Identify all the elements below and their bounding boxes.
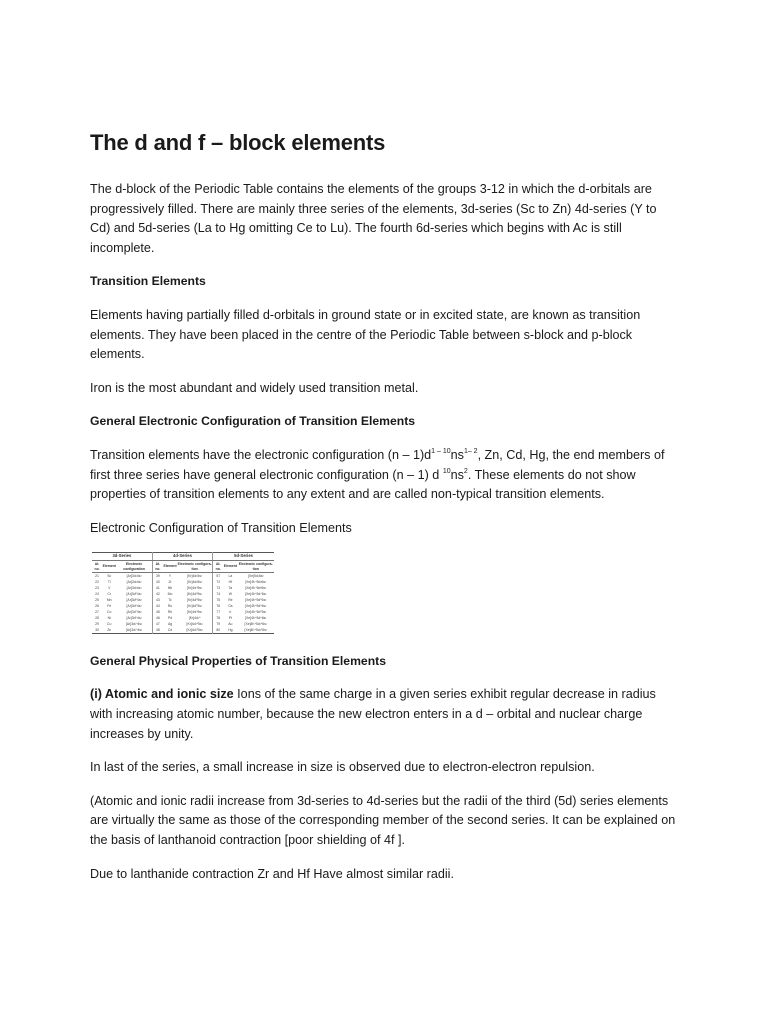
page-title: The d and f – block elements (90, 130, 386, 155)
table-cell: [Xe]4f¹⁴5d⁶6s² (245, 603, 267, 608)
table-cell: Rh (167, 609, 173, 614)
table-cell: Mn (106, 597, 112, 602)
table-cell: Hf (228, 579, 233, 584)
table-cell: Y (168, 573, 172, 578)
table-cell: Ta (228, 585, 233, 590)
table-cell: [Xe]5d¹6s² (247, 573, 264, 578)
table-cell: Sc (107, 573, 112, 578)
table-cell: Ti (107, 579, 111, 584)
atomic-size-paragraph: (i) Atomic and ionic size Ions of the same charge in a given series exhibit regular decrease in radius with increasing atomic number, because the new electron enters in a d – orbital and nuclear charge increases by unity. (90, 687, 656, 741)
table-cell: Mo (167, 591, 173, 596)
table-cell: Os (228, 603, 233, 608)
table-cell: La (228, 573, 233, 578)
column-header: Element (163, 560, 177, 572)
table-cell: Au (228, 621, 233, 626)
table-cell: 43 (152, 597, 163, 603)
table-cell: Co (107, 609, 112, 614)
group-header: 3d-Series (92, 553, 152, 561)
table-cell: [Ar]3d³4s² (126, 585, 142, 590)
table-cell: [Ar]3d⁶4s² (126, 603, 142, 608)
table-cell: 77 (213, 609, 224, 615)
zr-hf-paragraph: Due to lanthanide contraction Zr and Hf Have almost similar radii. (90, 866, 454, 881)
general-config-paragraph: Transition elements have the electronic configuration $(n - 1)d^{1 - 10}ns^{1- 2}$, Zn, Cd, Hg, the end members of first three series have general electronic configuration (n – 1) d $^{10}ns^2$. These elements do not show properties of transition elements to any extent and are called non-typical transition elements. (90, 447, 665, 502)
table-cell: [Ar]3d⁵4s¹ (126, 591, 142, 596)
table-cell: 76 (213, 603, 224, 609)
table-cell: Cd (167, 627, 173, 632)
table-cell: 73 (213, 585, 224, 591)
intro-paragraph: The d-block of the Periodic Table contains the elements of the groups 3-12 in which the d-orbitals are progressively filled. There are mainly three series of the elements, 3d-series (Sc to Zn) 4d-series (Y to Cd) and 5d-series (La to Hg omitting Ce to Lu). The fourth 6d-series which begins with Ac is still incomplete. (90, 182, 657, 255)
table-cell: Cr (107, 591, 112, 596)
physical-properties-heading: General Physical Properties of Transition Elements (90, 653, 386, 668)
table-cell: 74 (213, 591, 224, 597)
table-cell: [Xe]4f¹⁴5d²6s² (245, 579, 267, 584)
table-cell: 41 (152, 585, 163, 591)
table-cell: 27 (95, 609, 99, 614)
table-cell: 22 (95, 579, 99, 584)
table-cell: Tc (168, 597, 172, 602)
table-cell: [Ar]3d⁸4s² (126, 615, 142, 620)
table-cell: [Xe]4f¹⁴5d⁵6s² (245, 597, 267, 602)
column-header: Electronic configuration (116, 560, 152, 572)
column-header: Electronic configura-tion (177, 560, 213, 572)
electronic-configuration-table (92, 552, 274, 633)
table-cell: [Kr]4d¹⁰5s² (186, 627, 203, 632)
table-cell: Re (228, 597, 233, 602)
table-cell: 46 (152, 615, 163, 621)
table-body (92, 573, 274, 634)
table-cell: 57 (213, 573, 224, 579)
table-cell: [Ar]3d⁷4s² (126, 609, 142, 614)
table-cell: Zr (168, 579, 172, 584)
column-header: Electronic configura-tion (237, 560, 274, 572)
table-cell: Hg (228, 627, 233, 632)
table-cell: 28 (95, 615, 99, 620)
table-cell: Ir (229, 609, 232, 614)
transition-definition-paragraph: Elements having partially filled d-orbitals in ground state or in excited state, are known as transition elements. They have been placed in the centre of the Periodic Table between s-block and p-block elements. (90, 307, 641, 362)
table-cell: 26 (95, 603, 99, 608)
table-cell: 29 (95, 621, 99, 626)
transition-elements-heading: Transition Elements (90, 274, 206, 289)
table-cell: 24 (95, 591, 99, 596)
table-cell: Pd (167, 615, 173, 620)
table-row (92, 627, 274, 633)
table-cell: 39 (152, 573, 163, 579)
table-cell: Ag (167, 621, 173, 626)
table-cell: 75 (213, 597, 224, 603)
table-caption: Electronic Configuration of Transition Elements (90, 520, 352, 535)
general-config-heading: General Electronic Configuration of Transition Elements (90, 414, 416, 429)
table-cell: W (228, 591, 232, 596)
document-content (90, 128, 680, 898)
table-cell: [Ar]3d¹⁰4s² (125, 627, 143, 632)
table-cell: Nb (167, 585, 173, 590)
table-cell: Fe (107, 603, 112, 608)
table-cell: [Xe]4f¹⁴5d¹⁰6s² (244, 627, 267, 632)
iron-paragraph: Iron is the most abundant and widely used transition metal. (90, 380, 419, 395)
table-cell: [Xe]4f¹⁴5d¹⁰6s¹ (244, 621, 267, 626)
table-cell: [Xe]4f¹⁴5d⁴6s² (245, 591, 267, 596)
table-cell: 23 (95, 585, 99, 590)
table-cell: 30 (95, 627, 99, 632)
column-header-row (92, 560, 274, 572)
table-cell: [Ar]3d²4s² (126, 579, 142, 584)
lanthanoid-paragraph: (Atomic and ionic radii increase from 3d-series to 4d-series but the radii of the third (5d) series elements are virtually the same as those of the corresponding member of the second series. It can be explained on the basis of lanthanoid contraction [poor shielding of 4f ]. (90, 793, 676, 847)
column-header: At. no. (213, 560, 224, 572)
table-cell: [Kr]4d⁷5s¹ (187, 603, 203, 608)
table-cell: [Ar]3d¹⁰4s¹ (125, 621, 143, 626)
group-header: 4d-Series (152, 553, 212, 561)
table-cell: [Xe]4f¹⁴5d⁹6s¹ (245, 615, 267, 620)
table-cell: 21 (95, 573, 99, 578)
table-cell: [Kr]4d¹⁰5s¹ (186, 621, 203, 626)
table-cell: Cu (107, 621, 112, 626)
table-cell: 48 (152, 627, 163, 633)
table-cell: 80 (213, 627, 224, 633)
table-cell: [Kr]4d¹⁰ (188, 615, 201, 620)
table-cell: 45 (152, 609, 163, 615)
table-cell: 42 (152, 591, 163, 597)
column-header: Element (223, 560, 237, 572)
group-header: 5d-Series (213, 553, 274, 561)
table-cell: 79 (213, 621, 224, 627)
table-cell: [Kr]4d⁸5s¹ (187, 609, 203, 614)
table-cell: 25 (95, 597, 99, 602)
table-cell: [Ar]3d¹4s² (126, 573, 142, 578)
column-header: At. no. (92, 560, 102, 572)
table-cell: [Kr]4d¹5s² (187, 573, 203, 578)
table-cell: 40 (152, 579, 163, 585)
column-header: At. no. (152, 560, 163, 572)
table-cell: 44 (152, 603, 163, 609)
table-cell: 78 (213, 615, 224, 621)
table-cell: [Kr]4d⁵5s² (187, 597, 203, 602)
table-cell: [Kr]4d⁴5s¹ (187, 585, 203, 590)
column-header: Element (102, 560, 116, 572)
table-cell: Pt (228, 615, 232, 620)
table-cell: [Xe]4f¹⁴5d³6s² (245, 585, 267, 590)
table-cell: Ni (107, 615, 111, 620)
table-cell: Ru (167, 603, 173, 608)
table-cell: [Ar]3d⁵4s² (126, 597, 142, 602)
table-cell: [Kr]4d⁵5s¹ (187, 591, 203, 596)
table-cell: [Kr]4d²5s² (187, 579, 203, 584)
table-cell: 47 (152, 621, 163, 627)
table-cell: V (108, 585, 111, 590)
table-cell: [Xe]4f¹⁴5d⁷6s² (245, 609, 267, 614)
electron-repulsion-paragraph: In last of the series, a small increase in size is observed due to electron-electron repulsion. (90, 760, 595, 775)
table-cell: 72 (213, 579, 224, 585)
table-cell: Zn (107, 627, 112, 632)
